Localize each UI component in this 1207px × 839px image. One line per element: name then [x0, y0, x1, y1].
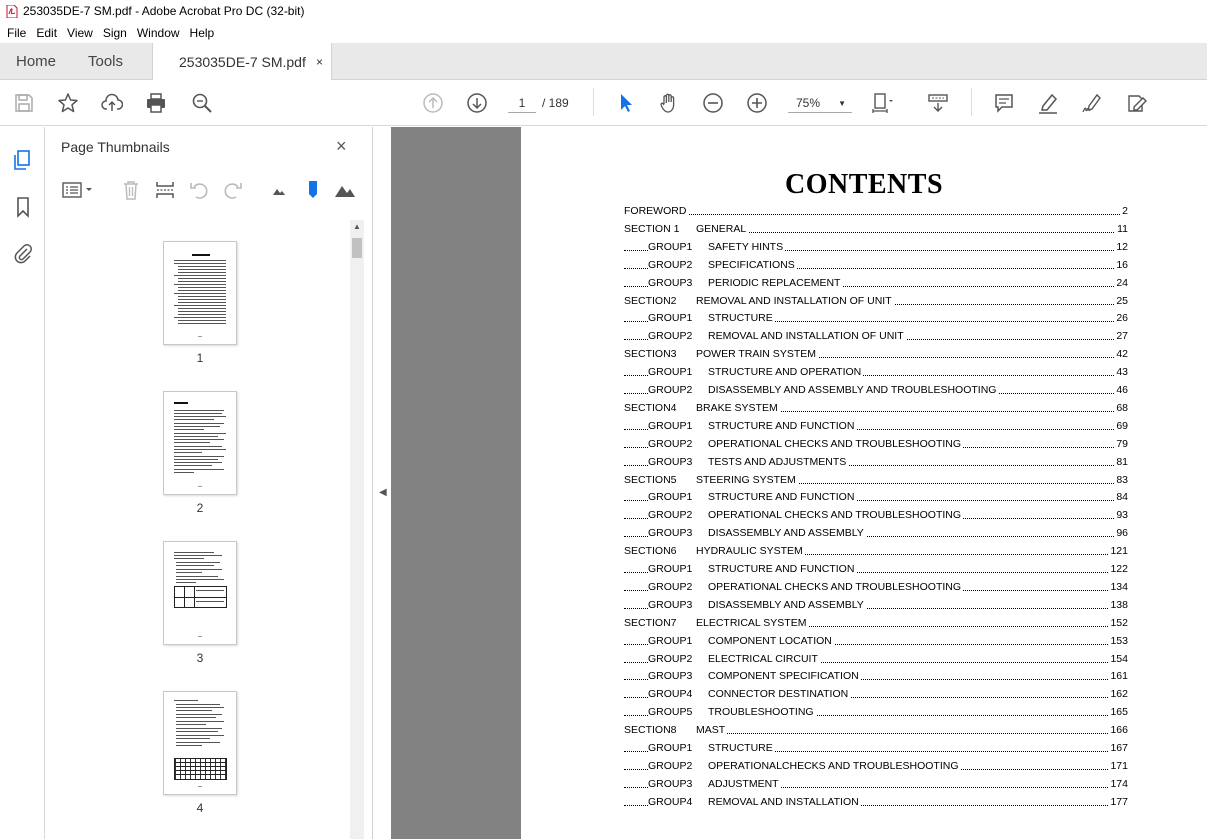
print-icon[interactable]	[144, 91, 168, 115]
title-bar	[0, 0, 1207, 22]
menu-view[interactable]: View	[67, 25, 93, 40]
options-menu-icon[interactable]	[59, 178, 97, 202]
toc-page-number: 26	[1116, 312, 1128, 325]
toc-section-label: SECTION7	[624, 616, 677, 629]
page-thumbnails-icon[interactable]	[10, 147, 36, 173]
tab-document-label: 253035DE-7 SM.pdf	[179, 53, 306, 70]
toc-entry[interactable]	[624, 670, 1128, 685]
page-thumbnails-panel	[45, 127, 373, 839]
toc-title: STEERING SYSTEM	[696, 473, 796, 486]
toc-page-number: 167	[1110, 742, 1128, 754]
toc-section-label: FOREWORD	[624, 205, 687, 217]
page-up-icon[interactable]	[421, 91, 445, 115]
menu-window[interactable]: Window	[136, 25, 180, 40]
toc-page-number: 42	[1116, 348, 1128, 361]
toc-title: REMOVAL AND INSTALLATION OF UNIT	[708, 330, 904, 343]
pdf-page	[521, 127, 1207, 839]
toc-title: DISASSEMBLY AND ASSEMBLY	[708, 527, 864, 540]
toc-section-label: GROUP4	[648, 795, 693, 808]
toc-page-number: 165	[1110, 706, 1128, 719]
toc-page-number: 134	[1110, 580, 1128, 593]
toc-page-number: 79	[1116, 437, 1128, 450]
scroll-up-icon[interactable]: ▲	[353, 222, 361, 231]
toc-entry[interactable]	[624, 474, 1128, 489]
tab-home[interactable]: Home	[16, 53, 57, 70]
pdf-app-icon	[6, 5, 18, 18]
toc-entry[interactable]	[624, 706, 1128, 721]
toc-page-number: 83	[1116, 473, 1128, 486]
toc-section-label: GROUP3	[648, 276, 693, 289]
toc-page-number: 24	[1116, 276, 1128, 289]
toc-section-label: GROUP2	[648, 384, 693, 396]
toc-section-label: GROUP2	[648, 258, 693, 271]
toc-title: SAFETY HINTS	[708, 240, 784, 253]
page-total: / 189	[542, 96, 569, 110]
toc-entry[interactable]	[624, 295, 1128, 310]
toc-title: ELECTRICAL SYSTEM	[696, 616, 807, 629]
sign-icon[interactable]	[1080, 91, 1104, 115]
page-fit-icon[interactable]	[870, 91, 894, 115]
toc-entry[interactable]	[624, 581, 1128, 596]
bookmarks-icon[interactable]	[10, 194, 36, 220]
highlight-pen-icon[interactable]	[1036, 91, 1060, 115]
toc-page-number: 96	[1116, 527, 1128, 540]
toc-title: CONNECTOR DESTINATION	[708, 688, 849, 701]
toc-entry[interactable]	[624, 796, 1128, 811]
toc-entry[interactable]	[624, 205, 1128, 220]
toc-section-label: GROUP3	[648, 455, 693, 468]
main-toolbar	[0, 80, 1207, 126]
toc-title: DISASSEMBLY AND ASSEMBLY	[708, 598, 864, 611]
bookmark-marker-icon[interactable]	[301, 178, 325, 202]
toc-section-label: SECTION6	[624, 545, 677, 558]
tab-bar	[0, 43, 1207, 80]
toc-section-label: SECTION5	[624, 473, 677, 486]
document-viewer[interactable]	[391, 127, 1207, 839]
toc-title: PERIODIC REPLACEMENT	[708, 276, 841, 289]
toc-page-number: 46	[1116, 384, 1128, 396]
toc-entry[interactable]	[624, 563, 1128, 578]
panel-close-icon[interactable]: ×	[336, 136, 347, 156]
toc-entry[interactable]	[624, 223, 1128, 238]
toc-title: OPERATIONAL CHECKS AND TROUBLESHOOTING	[708, 580, 962, 593]
toc-page-number: 27	[1116, 330, 1128, 343]
tab-tools[interactable]: Tools	[88, 53, 124, 70]
select-pointer-icon[interactable]	[613, 91, 637, 115]
toc-page-number: 121	[1110, 545, 1128, 558]
rotate-ccw-icon[interactable]	[187, 178, 211, 202]
toc-title: STRUCTURE	[708, 312, 773, 325]
toc-page-number: 2	[1122, 205, 1128, 217]
toc-section-label: GROUP3	[648, 527, 693, 540]
toc-entry[interactable]	[624, 241, 1128, 256]
toc-page-number: 43	[1116, 366, 1128, 379]
toc-section-label: SECTION3	[624, 348, 677, 361]
toc-entry[interactable]	[624, 366, 1128, 381]
toc-title: STRUCTURE AND FUNCTION	[708, 563, 855, 575]
toc-section-label: GROUP1	[648, 742, 693, 754]
toc-section-label: GROUP2	[648, 759, 693, 772]
toc-title: STRUCTURE AND FUNCTION	[708, 491, 855, 504]
toc-section-label: GROUP2	[648, 580, 693, 593]
toc-entry[interactable]	[624, 420, 1128, 435]
toc-section-label: GROUP5	[648, 706, 693, 719]
window-title: 253035DE-7 SM.pdf - Adobe Acrobat Pro DC (32-bit)	[23, 4, 305, 18]
toc-entry[interactable]	[624, 724, 1128, 739]
toc-entry[interactable]	[624, 527, 1128, 542]
toc-section-label: SECTION2	[624, 294, 677, 307]
toc-leader-dots	[624, 214, 1128, 215]
toc-entry[interactable]	[624, 599, 1128, 614]
insert-page-icon[interactable]	[153, 178, 177, 202]
toc-entry[interactable]	[624, 509, 1128, 524]
toc-title: COMPONENT SPECIFICATION	[708, 670, 859, 683]
attachments-icon[interactable]	[10, 240, 36, 266]
toc-section-label: GROUP1	[648, 366, 693, 379]
toc-entry[interactable]	[624, 491, 1128, 506]
toc-title: SPECIFICATIONS	[708, 258, 795, 271]
toc-section-label: SECTION4	[624, 401, 677, 414]
toc-title: ELECTRICAL CIRCUIT	[708, 652, 818, 665]
toc-page-number: 122	[1110, 563, 1128, 575]
toc-entry[interactable]	[624, 760, 1128, 775]
zoom-level-select[interactable]	[788, 93, 852, 113]
thumbnail-page-number: 1	[196, 351, 204, 365]
fill-sign-icon[interactable]	[1124, 91, 1148, 115]
thumbnail-page-number: 4	[196, 801, 204, 815]
small-thumbnail-icon[interactable]	[267, 178, 291, 202]
left-navigation-rail	[0, 127, 45, 839]
toc-entry[interactable]	[624, 545, 1128, 560]
bookmark-star-icon[interactable]	[56, 91, 80, 115]
toc-page-number: 68	[1116, 401, 1128, 414]
toc-entry[interactable]	[624, 259, 1128, 274]
toc-title: DISASSEMBLY AND ASSEMBLY AND TROUBLESHOOTING	[708, 384, 997, 396]
save-icon[interactable]	[12, 91, 36, 115]
page-thumbnail-2[interactable]	[163, 391, 237, 495]
toc-title: REMOVAL AND INSTALLATION	[708, 795, 859, 808]
page-number-input[interactable]	[508, 93, 536, 113]
toc-page-number: 154	[1110, 652, 1128, 665]
toc-page-number: 161	[1110, 670, 1128, 683]
toc-title: STRUCTURE AND OPERATION	[708, 366, 862, 379]
toc-title: REMOVAL AND INSTALLATION OF UNIT	[696, 294, 892, 307]
toc-entry[interactable]	[624, 438, 1128, 453]
toc-title: OPERATIONALCHECKS AND TROUBLESHOOTING	[708, 759, 959, 772]
toc-title: ADJUSTMENT	[708, 777, 779, 790]
toc-page-number: 25	[1116, 294, 1128, 307]
toc-page-number: 162	[1110, 688, 1128, 701]
toc-section-label: GROUP1	[648, 634, 693, 647]
toc-page-number: 81	[1116, 455, 1128, 468]
toc-page-number: 152	[1110, 616, 1128, 629]
toc-section-label: GROUP1	[648, 563, 693, 575]
toc-entry[interactable]	[624, 653, 1128, 668]
toc-title: COMPONENT LOCATION	[708, 634, 832, 647]
toolbar-divider	[971, 88, 972, 116]
toc-title: BRAKE SYSTEM	[696, 401, 778, 414]
toc-page-number: 177	[1110, 795, 1128, 808]
toc-page-number: 16	[1116, 258, 1128, 271]
toc-entry[interactable]	[624, 635, 1128, 650]
toc-section-label: GROUP2	[648, 652, 693, 665]
page-heading: CONTENTS	[784, 169, 944, 200]
toc-section-label: GROUP1	[648, 240, 693, 253]
zoom-search-icon[interactable]	[190, 91, 214, 115]
delete-icon[interactable]	[119, 178, 143, 202]
tab-document[interactable]	[152, 43, 332, 80]
menu-help[interactable]: Help	[189, 25, 215, 40]
thumbnail-page-number: 3	[196, 651, 204, 665]
page-thumbnail-4[interactable]	[163, 691, 237, 795]
scroll-mode-icon[interactable]	[926, 91, 950, 115]
toc-page-number: 171	[1110, 759, 1128, 772]
large-thumbnail-icon[interactable]	[333, 178, 357, 202]
menu-file[interactable]: File	[7, 25, 27, 40]
upload-cloud-icon[interactable]	[100, 91, 124, 115]
toc-title: OPERATIONAL CHECKS AND TROUBLESHOOTING	[708, 437, 962, 450]
toc-title: TESTS AND ADJUSTMENTS	[708, 455, 847, 468]
toc-section-label: SECTION 1	[624, 222, 680, 235]
toc-page-number: 11	[1117, 222, 1128, 235]
toc-section-label: GROUP3	[648, 598, 693, 611]
menu-bar	[0, 22, 1207, 43]
toc-entry[interactable]	[624, 330, 1128, 345]
toc-title: STRUCTURE AND FUNCTION	[708, 419, 855, 432]
menu-sign[interactable]: Sign	[102, 25, 127, 40]
toolbar-divider	[593, 88, 594, 116]
toc-page-number: 174	[1110, 777, 1128, 790]
toc-section-label: GROUP3	[648, 777, 693, 790]
toc-title: OPERATIONAL CHECKS AND TROUBLESHOOTING	[708, 509, 962, 522]
toc-page-number: 166	[1110, 724, 1128, 737]
toc-section-label: GROUP3	[648, 670, 693, 683]
toc-title: STRUCTURE	[708, 742, 773, 754]
toc-page-number: 153	[1110, 634, 1128, 647]
toc-section-label: SECTION8	[624, 724, 677, 737]
toc-title: GENERAL	[696, 222, 747, 235]
thumbnail-page-number: 2	[196, 501, 204, 515]
thumbnail-scrollbar[interactable]	[350, 220, 364, 839]
rotate-cw-icon[interactable]	[221, 178, 245, 202]
toc-entry[interactable]	[624, 742, 1128, 757]
toc-section-label: GROUP1	[648, 491, 693, 504]
toc-entry[interactable]	[624, 384, 1128, 399]
toc-title: POWER TRAIN SYSTEM	[696, 348, 816, 361]
toc-title: HYDRAULIC SYSTEM	[696, 545, 803, 558]
toc-page-number: 138	[1110, 598, 1128, 611]
page-thumbnail-3[interactable]	[163, 541, 237, 645]
toc-entry[interactable]	[624, 402, 1128, 417]
toc-entry[interactable]	[624, 617, 1128, 632]
collapse-arrow-icon[interactable]: ◀	[379, 487, 387, 498]
toc-entry[interactable]	[624, 348, 1128, 363]
toc-page-number: 93	[1116, 509, 1128, 522]
comment-icon[interactable]	[992, 91, 1016, 115]
panel-collapse-strip[interactable]	[373, 127, 391, 839]
toc-section-label: GROUP2	[648, 330, 693, 343]
chevron-down-icon: ▼	[838, 99, 846, 108]
toc-entry[interactable]	[624, 312, 1128, 327]
zoom-in-icon[interactable]	[745, 91, 769, 115]
toc-entry[interactable]	[624, 277, 1128, 292]
toc-entry[interactable]	[624, 778, 1128, 793]
zoom-out-icon[interactable]	[701, 91, 725, 115]
zoom-level-value: 75%	[796, 96, 821, 110]
toc-page-number: 12	[1116, 240, 1128, 253]
page-down-icon[interactable]	[465, 91, 489, 115]
toc-section-label: GROUP2	[648, 509, 693, 522]
toc-section-label: GROUP1	[648, 312, 693, 325]
toc-section-label: GROUP1	[648, 419, 693, 432]
hand-tool-icon[interactable]	[657, 91, 681, 115]
toc-entry[interactable]	[624, 456, 1128, 471]
thumbnail-toolbar	[45, 173, 373, 207]
tab-close-icon[interactable]: ×	[315, 55, 323, 69]
toc-page-number: 84	[1116, 491, 1128, 504]
menu-edit[interactable]: Edit	[36, 25, 58, 40]
page-thumbnail-1[interactable]	[163, 241, 237, 345]
scrollbar-thumb[interactable]	[352, 238, 362, 258]
toc-title: MAST	[696, 724, 726, 737]
panel-title: Page Thumbnails	[61, 139, 170, 155]
toc-entry[interactable]	[624, 688, 1128, 703]
toc-section-label: GROUP4	[648, 688, 693, 701]
toc-page-number: 69	[1116, 419, 1128, 432]
toc-title: TROUBLESHOOTING	[708, 706, 814, 719]
toc-section-label: GROUP2	[648, 437, 693, 450]
